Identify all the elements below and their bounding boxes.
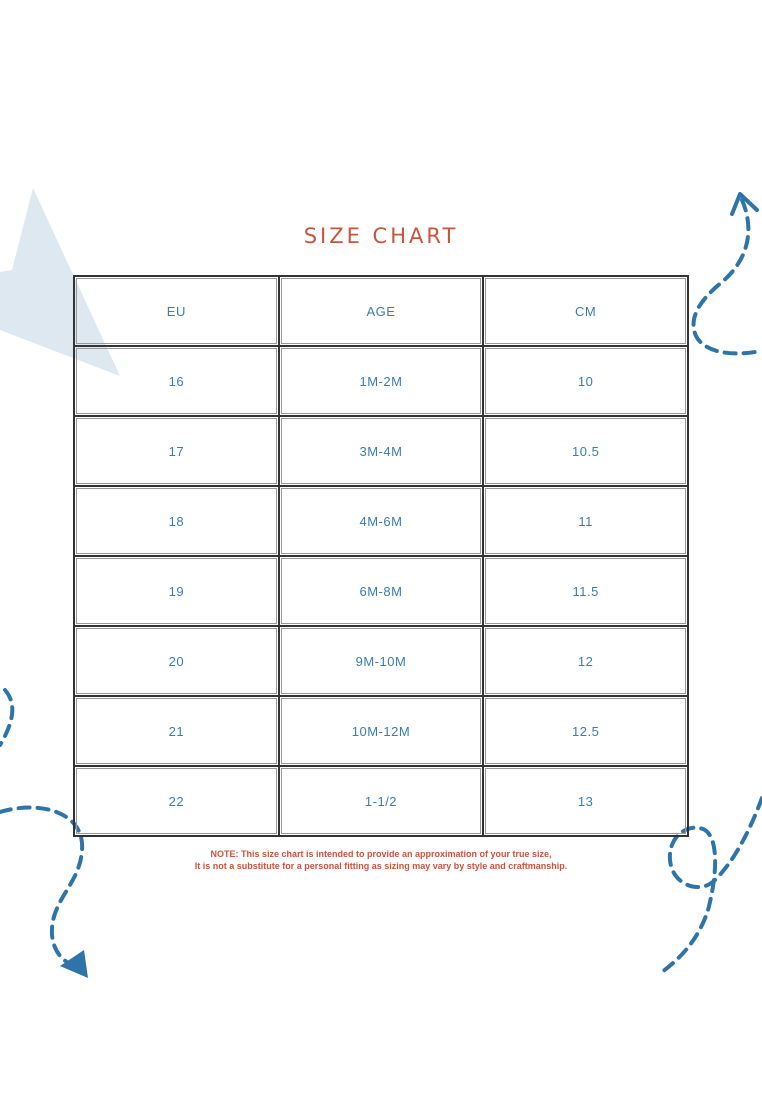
cell-age: 6M-8M [279,556,484,626]
cell-eu: 16 [74,346,279,416]
note-line-2: It is not a substitute for a personal fitting as sizing may vary by style and craftmanship. [194,861,568,871]
cell-eu: 21 [74,696,279,766]
cell-cm: 10.5 [483,416,688,486]
table-row [74,766,688,836]
cell-eu: 18 [74,486,279,556]
cell-eu: 19 [74,556,279,626]
table-row [74,626,688,696]
cell-cm: 12.5 [483,696,688,766]
cell-age: 9M-10M [279,626,484,696]
cell-age: 3M-4M [279,416,484,486]
table-row [74,416,688,486]
cell-age: 4M-6M [279,486,484,556]
table-header-row [74,276,688,346]
table-row [74,556,688,626]
size-chart-table [73,275,689,837]
header-cm: CM [483,276,688,346]
table-row [74,486,688,556]
cell-age: 10M-12M [279,696,484,766]
header-eu: EU [74,276,279,346]
arrow-head-icon [732,194,757,214]
arrow-head-triangle-icon [60,950,88,978]
cell-cm: 10 [483,346,688,416]
page-title: SIZE CHART [303,224,459,248]
header-age: AGE [279,276,484,346]
dashed-arrow-left [0,690,82,965]
note-line-1: NOTE: This size chart is intended to provide an approximation of your true size, [210,849,552,859]
cell-cm: 11.5 [483,556,688,626]
cell-cm: 11 [483,486,688,556]
cell-age: 1-1/2 [279,766,484,836]
size-note [0,848,762,872]
cell-age: 1M-2M [279,346,484,416]
table-row [74,346,688,416]
cell-cm: 12 [483,626,688,696]
cell-eu: 20 [74,626,279,696]
cell-cm: 13 [483,766,688,836]
cell-eu: 22 [74,766,279,836]
table-row [74,696,688,766]
cell-eu: 17 [74,416,279,486]
